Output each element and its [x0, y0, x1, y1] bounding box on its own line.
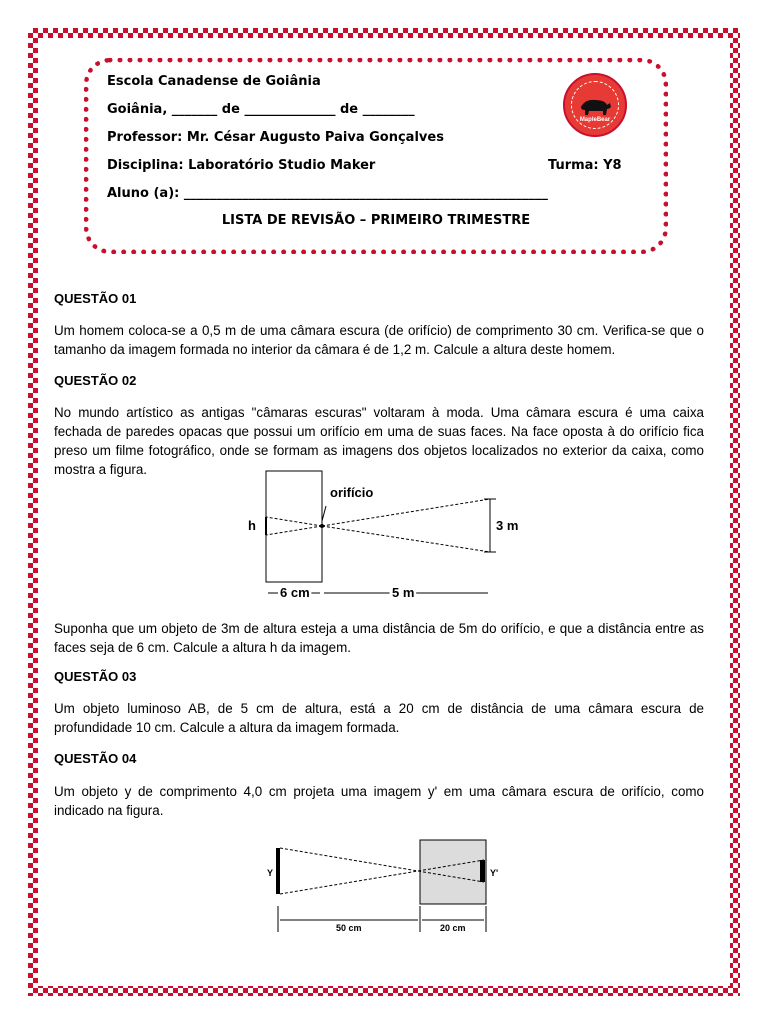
distance-label: 5 m: [392, 585, 415, 600]
question-02-text: No mundo artístico as antigas "câmaras escuras" voltaram à moda. Uma câmara escura é uma caixa fechada de paredes opacas que possui um orifício em uma de suas faces. Na face oposta à do orifício fica preso um filme fotográfico, onde se formam as imagens dos objetos localizados no exterior da caixa, como mostra a figura.: [54, 405, 704, 477]
school-name: Escola Canadense de Goiânia: [107, 74, 321, 89]
question-02-followup: Suponha que um objeto de 3m de altura esteja a uma distância de 5m do orifício, e que a distância entre as faces seja de 6 cm. Calcule a altura h da imagem.: [54, 621, 704, 655]
date-line: Goiânia, _______ de ______________ de ________: [107, 102, 415, 117]
question-01-title: QUESTÃO 01: [54, 291, 137, 306]
subject-line: Disciplina: Laboratório Studio Maker: [107, 158, 376, 173]
height-label: 3 m: [496, 518, 519, 533]
class-line: Turma: Y8: [548, 158, 622, 173]
question-03-text: Um objeto luminoso AB, de 5 cm de altura, está a 20 cm de distância de uma câmara escura de profundidade 10 cm. Calcule a altura da imagem formada.: [54, 701, 704, 735]
student-line: Aluno (a): ________________________________________________________: [107, 186, 548, 201]
object-y-label: Y: [267, 868, 274, 878]
camera-box: [266, 471, 322, 582]
teacher-line: Professor: Mr. César Augusto Paiva Gonçalves: [107, 130, 444, 145]
h-label: h: [248, 518, 256, 533]
distance-50-label: 50 cm: [336, 923, 362, 933]
question-03-title: QUESTÃO 03: [54, 669, 137, 684]
depth-label: 6 cm: [280, 585, 310, 600]
question-04-title: QUESTÃO 04: [54, 751, 137, 766]
question-04-text: Um objeto y de comprimento 4,0 cm projeta uma imagem y' em uma câmara escura de orifício, como indicado na figura.: [54, 784, 704, 818]
pinhole-camera-figure: [240, 466, 519, 606]
question-01-text: Um homem coloca-se a 0,5 m de uma câmara escura (de orifício) de comprimento 30 cm. Verifica-se que o tamanho da imagem formada no interior da câmara é de 1,2 m. Calcule a altura deste homem.: [54, 323, 704, 357]
document-title: LISTA DE REVISÃO – PRIMEIRO TRIMESTRE: [221, 213, 531, 228]
question-02-title: QUESTÃO 02: [54, 373, 137, 388]
ray-out-bottom: [322, 526, 490, 552]
ray-out-top: [322, 499, 490, 526]
object-y-bar: [276, 848, 280, 894]
logo-text: MapleBear: [579, 117, 611, 123]
object-image-figure: [258, 832, 508, 938]
orifice-pointer: [322, 506, 326, 521]
bear-icon: [565, 89, 625, 129]
image-y-label: Y': [490, 868, 499, 878]
dark-chamber-box: [420, 840, 486, 904]
depth-20-label: 20 cm: [440, 923, 466, 933]
maple-bear-logo: [563, 73, 627, 137]
orifice-label: orifício: [330, 485, 374, 500]
image-y-bar: [480, 860, 485, 882]
